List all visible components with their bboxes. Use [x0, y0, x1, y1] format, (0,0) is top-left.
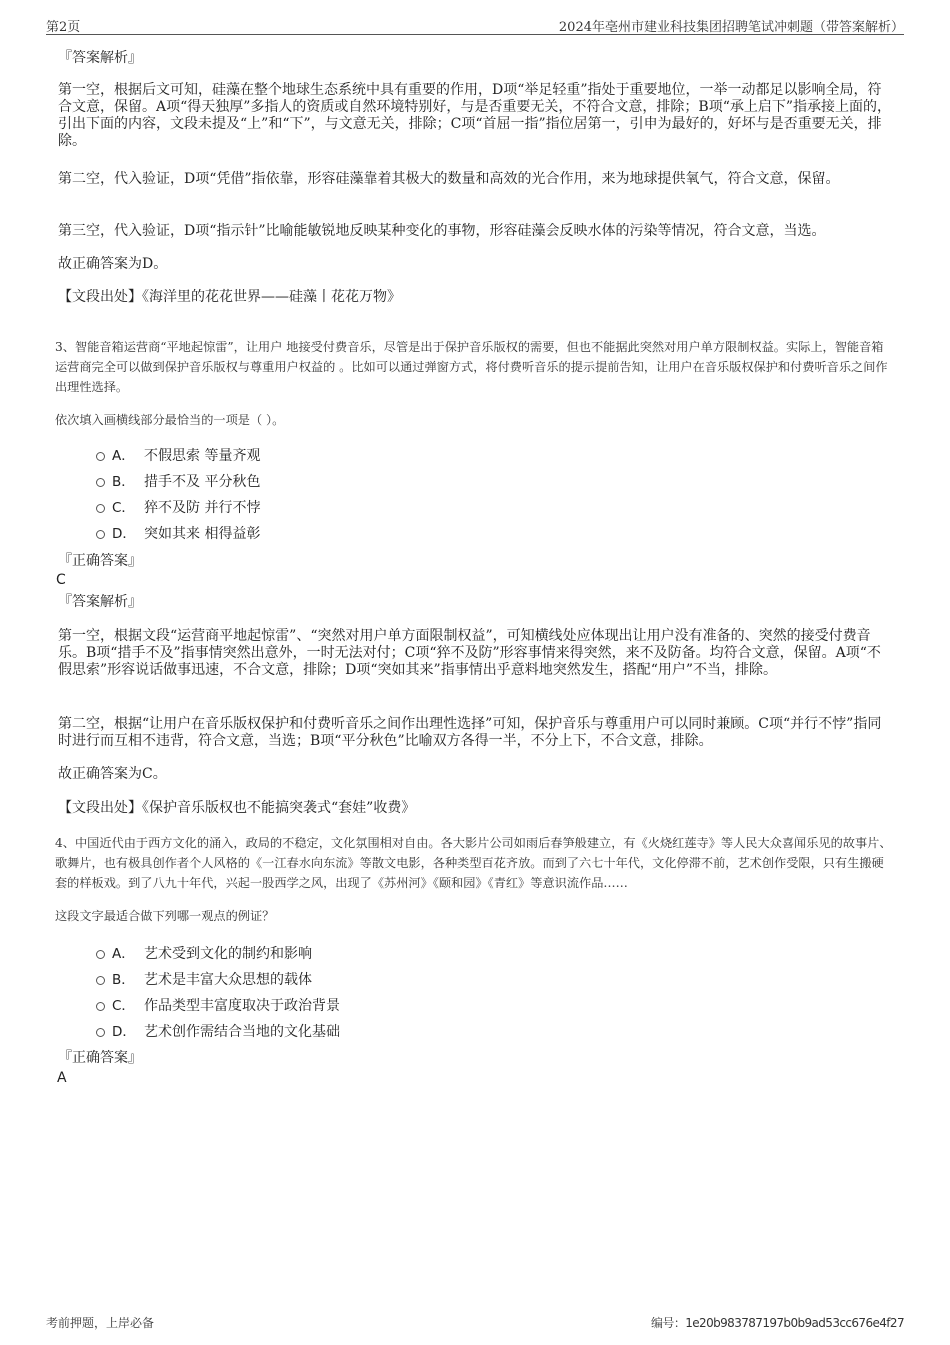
radio-icon[interactable]: [96, 452, 105, 461]
analysis-q3-paragraph-2: 第二空，根据“让用户在音乐版权保护和付费听音乐之间作出理性选择”可知，保护音乐与尊重用户可以同时兼顾。C项“并行不悖”指同时进行而互相不违背，符合文意，当选；B项“平分秋色”比喻双方各得一半，不分上下，不合文意，排除。: [58, 716, 882, 749]
answer-value-q3: C: [56, 572, 66, 588]
radio-icon[interactable]: [96, 1002, 105, 1011]
document-title: 2024年亳州市建业科技集团招聘笔试冲刺题（带答案解析）: [558, 20, 904, 35]
analysis-paragraph-1: 第一空，根据后文可知，硅藻在整个地球生态系统中具有重要的作用，D项“举足轻重”指处于重要地位，一举一动都足以影响全局，符合文意，保留。A项“得天独厚”多指人的资质或自然环境特别好，与是否重要无关，不符合文意，排除；B项“承上启下”指承接上面的，引出下面的内容，文段未提及“上”和“下”，与文意无关，排除；C项“首屈一指”指位居第一，引申为最好的，好坏与是否重要无关，排除。: [58, 82, 892, 149]
radio-icon[interactable]: [96, 976, 105, 985]
radio-icon[interactable]: [96, 504, 105, 513]
analysis-label-q3: 『答案解析』: [58, 594, 142, 610]
answer-value-q4: A: [57, 1070, 67, 1086]
question-4-prompt: 这段文字最适合做下列哪一观点的例证？: [55, 909, 275, 923]
radio-icon[interactable]: [96, 478, 105, 487]
q4-option-d[interactable]: D． 艺术创作需结合当地的文化基础: [96, 1023, 340, 1041]
q3-option-d[interactable]: D． 突如其来 相得益彰: [96, 525, 260, 543]
q4-option-b[interactable]: B． 艺术是丰富大众思想的载体: [96, 971, 312, 989]
q3-option-b[interactable]: B． 措手不及 平分秋色: [96, 473, 260, 491]
page-number: 第2页: [46, 20, 81, 35]
question-3-prompt: 依次填入画横线部分最恰当的一项是（ ）。: [55, 413, 285, 427]
source-citation-q2: 【文段出处】《海洋里的花花世界——硅藻丨花花万物》: [58, 289, 401, 305]
answer-label-q4: 『正确答案』: [58, 1050, 142, 1066]
footer-slogan: 考前押题，上岸必备: [46, 1316, 155, 1330]
document-id: 编号：1e20b983787197b0b9ad53cc676e4f27: [651, 1316, 904, 1330]
analysis-q3-paragraph-1: 第一空，根据文段“运营商平地起惊雷”、“突然对用户单方面限制权益”，可知横线处应体现出让用户没有准备的、突然的接受付费音乐。B项“措手不及”指事情突然出意外，一时无法对付；C项“猝不及防”形容事情来得突然，来不及防备。均符合文意，保留。A项“不假思索”形容说话做事迅速，不合文意，排除；D项“突如其来”指事情出乎意料地突然发生，搭配“用户”不当，排除。: [58, 628, 881, 678]
analysis-paragraph-3: 第三空，代入验证，D项“指示针”比喻能敏锐地反映某种变化的事物，形容硅藻会反映水体的污染等情况，符合文意，当选。: [58, 223, 826, 239]
analysis-conclusion: 故正确答案为D。: [58, 256, 168, 272]
q3-option-c[interactable]: C． 猝不及防 并行不悖: [96, 499, 260, 517]
q3-option-a[interactable]: A． 不假思索 等量齐观: [96, 447, 260, 465]
radio-icon[interactable]: [96, 1028, 105, 1037]
question-3-text: 3、智能音箱运营商“平地起惊雷”，让用户 地接受付费音乐，尽管是出于保护音乐版权的需要，但也不能据此突然对用户单方限制权益。实际上，智能音箱运营商完全可以做到保护音乐版权与尊重用户权益的 。比如可以通过弹窗方式，将付费听音乐的提示提前告知，让用户在音乐版权保护和付费听音乐之间作出理性选择。: [55, 340, 888, 394]
page-header: [46, 14, 904, 35]
analysis-q3-conclusion: 故正确答案为C。: [58, 766, 167, 782]
source-citation-q3: 【文段出处】《保护音乐版权也不能搞突袭式“套娃”收费》: [58, 800, 416, 816]
radio-icon[interactable]: [96, 950, 105, 959]
q4-option-a[interactable]: A． 艺术受到文化的制约和影响: [96, 945, 312, 963]
question-4-text: 4、中国近代由于西方文化的涌入，政局的不稳定，文化氛围相对自由。各大影片公司如雨后春笋般建立，有《火烧红莲寺》等人民大众喜闻乐见的故事片、歌舞片，也有极具创作者个人风格的《一江春水向东流》等散文电影，各种类型百花齐放。而到了六七十年代，文化停滞不前，艺术创作受限，只有生搬硬套的样板戏。到了八九十年代，兴起一股西学之风，出现了《苏州河》《颐和园》《青红》等意识流作品……: [55, 836, 892, 890]
answer-label-q3: 『正确答案』: [58, 553, 142, 569]
q4-option-c[interactable]: C． 作品类型丰富度取决于政治背景: [96, 997, 340, 1015]
radio-icon[interactable]: [96, 530, 105, 539]
analysis-label-q2: 『答案解析』: [58, 50, 142, 66]
analysis-paragraph-2: 第二空，代入验证，D项“凭借”指依靠，形容硅藻靠着其极大的数量和高效的光合作用，来为地球提供氧气，符合文意，保留。: [58, 171, 840, 187]
